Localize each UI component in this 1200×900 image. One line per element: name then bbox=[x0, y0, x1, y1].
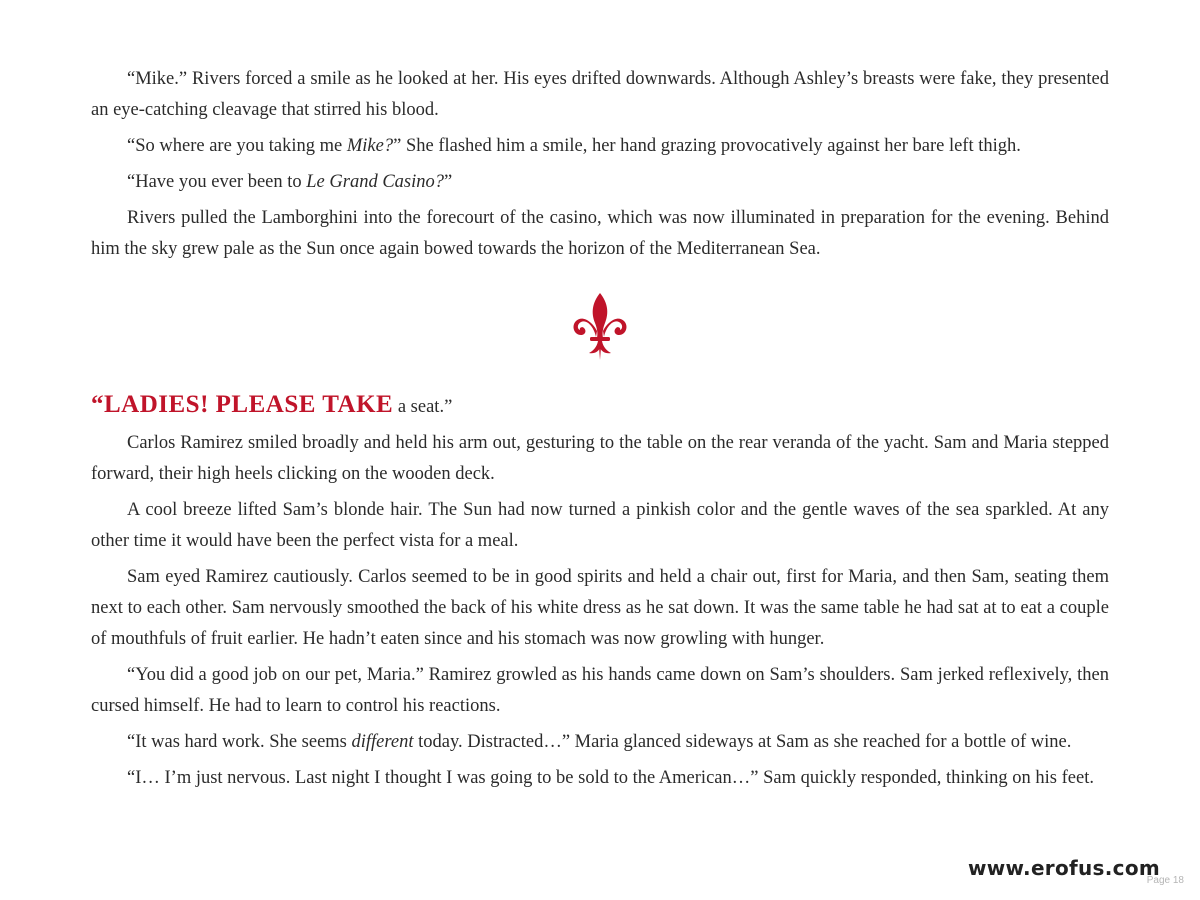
fleur-de-lis-icon bbox=[570, 291, 630, 361]
paragraph bbox=[91, 727, 1109, 758]
section-lead bbox=[91, 389, 1109, 423]
paragraph: “Mike.” Rivers forced a smile as he looked at her. His eyes drifted downwards. Although Ashley’s breasts were fake, they presented an eye-catching cleavage that stirred his blood. bbox=[91, 69, 1109, 120]
italic-text: different bbox=[351, 732, 414, 752]
text-run: “It was hard work. She seems bbox=[127, 732, 352, 752]
paragraph: Rivers pulled the Lamborghini into the forecourt of the casino, which was now illuminated in preparation for the evening. Behind him the sky grew pale as the Sun once again bowed towards the horizon of the Mediterranean Sea. bbox=[91, 208, 1109, 259]
text-run: “So where are you taking me bbox=[127, 136, 347, 156]
page-body bbox=[91, 64, 1109, 799]
paragraph: “I… I’m just nervous. Last night I thought I was going to be sold to the American…” Sam quickly responded, thinking on his feet. bbox=[127, 768, 1094, 788]
italic-text: Le Grand Casino? bbox=[306, 172, 445, 192]
text-run: ” bbox=[444, 172, 453, 192]
paragraph bbox=[91, 131, 1109, 162]
paragraph: “You did a good job on our pet, Maria.” Ramirez growled as his hands came down on Sam’s shoulders. Sam jerked reflexively, then cursed himself. He had to learn to control his reactions. bbox=[91, 665, 1109, 716]
text-run: a seat.” bbox=[393, 397, 453, 417]
paragraph bbox=[91, 167, 1109, 198]
text-run: ” She flashed him a smile, her hand grazing provocatively against her bare left thigh. bbox=[393, 136, 1021, 156]
text-run: today. Distracted…” Maria glanced sideways at Sam as she reached for a bottle of wine. bbox=[413, 732, 1072, 752]
paragraph: A cool breeze lifted Sam’s blonde hair. The Sun had now turned a pinkish color and the gentle waves of the sea sparkled. At any other time it would have been the perfect vista for a meal. bbox=[91, 500, 1109, 551]
paragraph: Sam eyed Ramirez cautiously. Carlos seemed to be in good spirits and held a chair out, first for Maria, and then Sam, seating them next to each other. Sam nervously smoothed the back of his white dress as he sat down. It was the same table he had sat at to eat a couple of mouthfuls of fruit earlier. He hadn’t eaten since and his stomach was now growling with hunger. bbox=[91, 567, 1109, 649]
lead-caps: “LADIES! PLEASE TAKE bbox=[91, 391, 394, 418]
page-number: Page 18 bbox=[1146, 875, 1184, 886]
paragraph: Carlos Ramirez smiled broadly and held his arm out, gesturing to the table on the rear veranda of the yacht. Sam and Maria stepped forward, their high heels clicking on the wooden deck. bbox=[91, 433, 1109, 484]
watermark: www.erofus.com bbox=[968, 856, 1160, 880]
italic-text: Mike? bbox=[346, 136, 394, 156]
text-run: “Have you ever been to bbox=[127, 172, 307, 192]
